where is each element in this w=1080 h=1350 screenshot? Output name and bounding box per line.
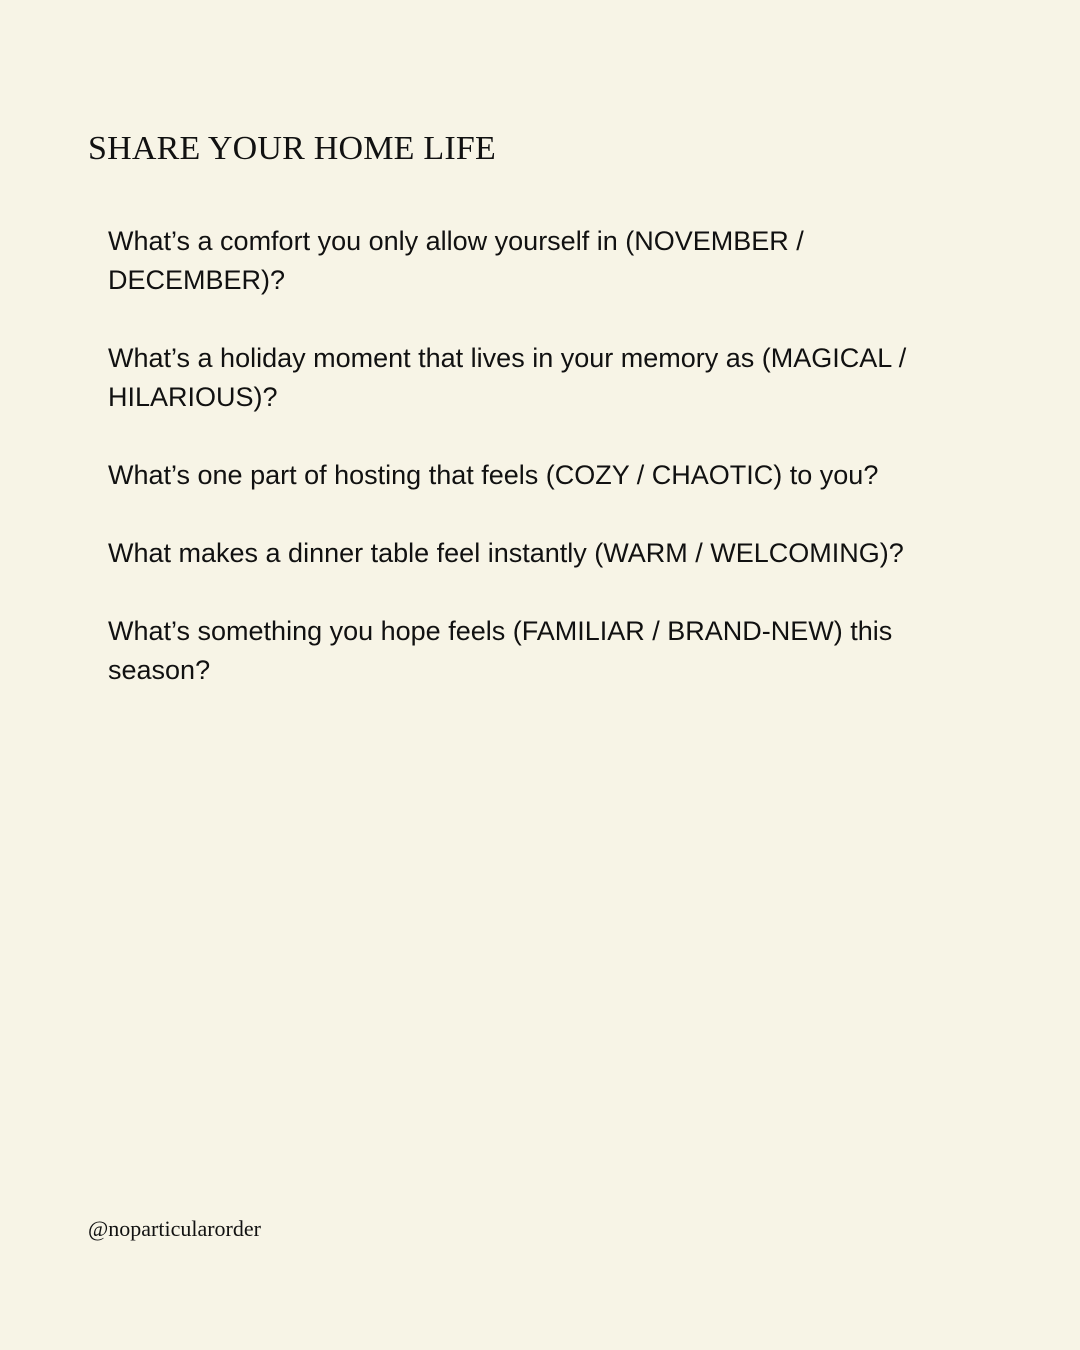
page-title: SHARE YOUR HOME LIFE xyxy=(88,130,496,167)
question-dinner-table: What makes a dinner table feel instantly (WARM / WELCOMING)? xyxy=(108,538,904,568)
question-holiday-moment: What’s a holiday moment that lives in your memory as (MAGICAL / HILARIOUS)? xyxy=(108,343,907,412)
social-handle: @noparticularorder xyxy=(88,1216,261,1241)
question-list xyxy=(108,222,988,729)
question-hosting: What’s one part of hosting that feels (COZY / CHAOTIC) to you? xyxy=(108,460,879,490)
question-season: What’s something you hope feels (FAMILIAR / BRAND-NEW) this season? xyxy=(108,616,893,685)
question-comfort: What’s a comfort you only allow yourself in (NOVEMBER / DECEMBER)? xyxy=(108,226,804,295)
